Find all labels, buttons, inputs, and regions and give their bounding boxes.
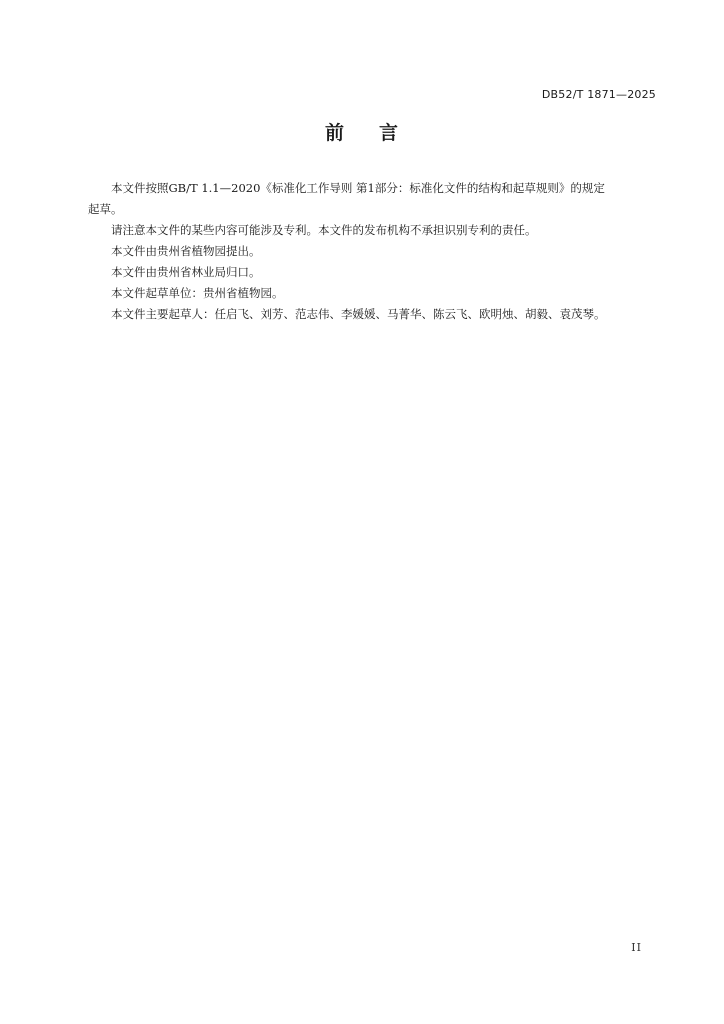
page-number: II <box>631 941 642 954</box>
title-char-2: 言 <box>379 122 400 144</box>
paragraph-drafters: 本文件主要起草人：任启飞、刘芳、范志伟、李媛媛、马菁华、陈云飞、欧明烛、胡毅、袁茂琴。 <box>111 307 606 321</box>
paragraph-proposer: 本文件由贵州省植物园提出。 <box>111 244 261 258</box>
paragraph-patent-notice: 请注意本文件的某些内容可能涉及专利。本文件的发布机构不承担识别专利的责任。 <box>111 223 537 237</box>
page-title <box>0 118 724 145</box>
paragraph-drafting-basis <box>88 178 658 220</box>
paragraph-administrator: 本文件由贵州省林业局归口。 <box>111 265 261 279</box>
paragraph-line: 本文件按照GB/T 1.1—2020《标准化工作导则 第1部分：标准化文件的结构和起草规则》的规定 <box>111 181 605 195</box>
paragraph-line: 起草。 <box>88 202 123 216</box>
title-char-1: 前 <box>324 122 345 144</box>
paragraph-drafting-unit: 本文件起草单位：贵州省植物园。 <box>111 286 284 300</box>
document-code: DB52/T 1871—2025 <box>541 88 656 101</box>
preface-body <box>88 178 658 325</box>
